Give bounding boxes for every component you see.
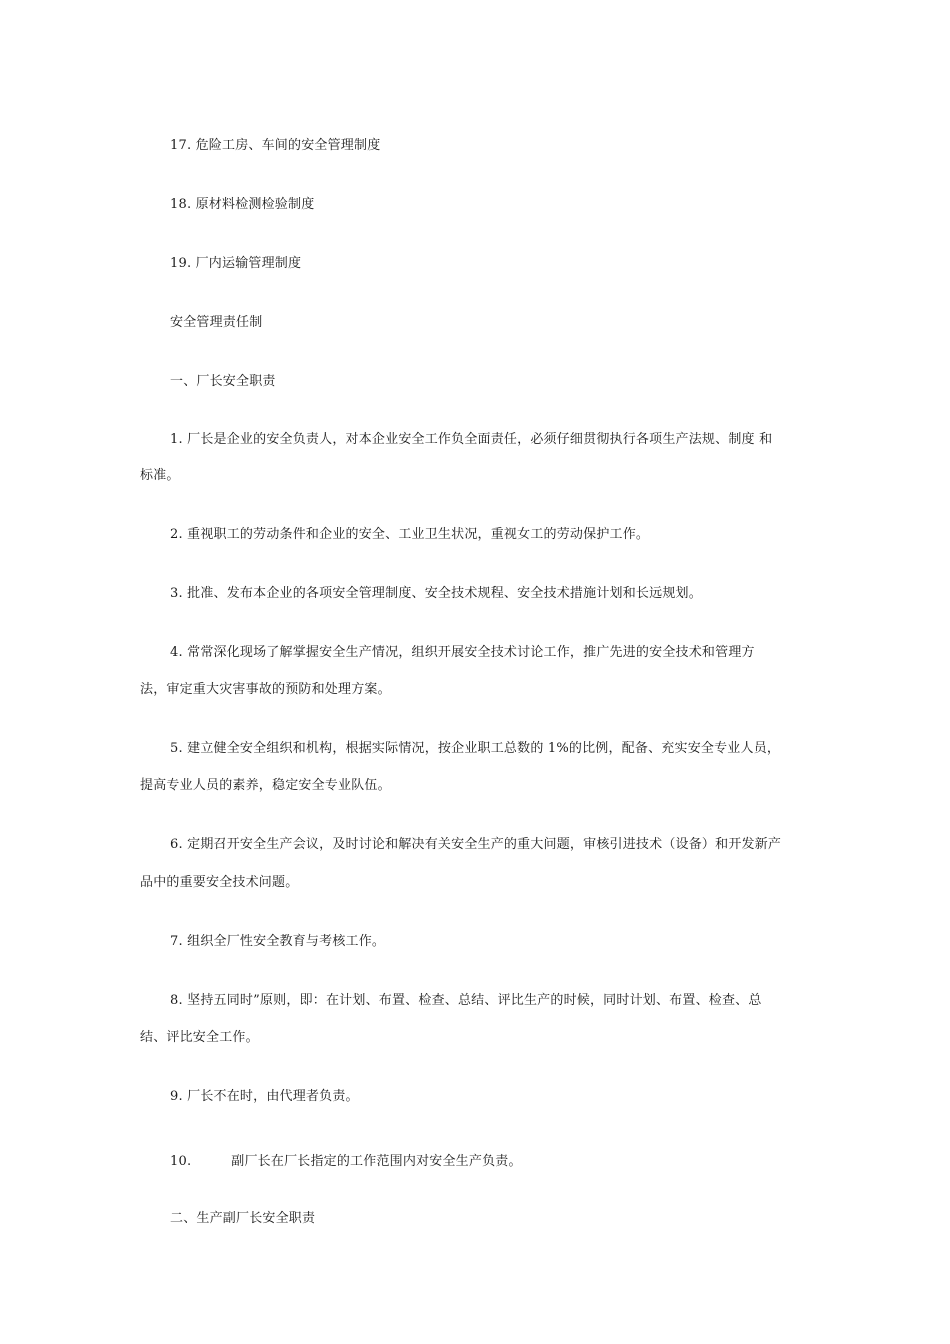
list-item-19: 19. 厂内运输管理制度 [170,256,302,271]
duty-item-9: 9. 厂长不在时，由代理者负责。 [170,1089,359,1104]
duty-item-6: 6. 定期召开安全生产会议，及时讨论和解决有关安全生产的重大问题，审核引进技术（设备）和开发新产 [170,837,782,852]
list-item-18: 18. 原材料检测检验制度 [170,197,315,212]
duty-item-4-cont: 法，审定重大灾害事故的预防和处理方案。 [140,682,391,697]
duty-item-7: 7. 组织全厂性安全教育与考核工作。 [170,934,386,949]
heading-factory-director-duties: 一、厂长安全职责 [170,374,276,389]
duty-item-10-text: 副厂长在厂长指定的工作范围内对安全生产负责。 [231,1154,522,1169]
list-item-17: 17. 危险工房、车间的安全管理制度 [170,138,381,153]
duty-item-6-cont: 品中的重要安全技术问题。 [140,875,299,890]
duty-item-2: 2. 重视职工的劳动条件和企业的安全、工业卫生状况，重视女工的劳动保护工作。 [170,527,650,542]
duty-item-5: 5. 建立健全安全组织和机构，根据实际情况，按企业职工总数的 1%的比例，配备、充实安全专业人员， [170,741,781,756]
duty-item-3: 3. 批准、发布本企业的各项安全管理制度、安全技术规程、安全技术措施计划和长远规划。 [170,586,702,601]
duty-item-5-cont: 提高专业人员的素养，稳定安全专业队伍。 [140,778,391,793]
duty-item-8-cont: 结、评比安全工作。 [140,1030,259,1045]
duty-item-4: 4. 常常深化现场了解掌握安全生产情况，组织开展安全技术讨论工作，推广先进的安全技术和管理方 [170,645,755,660]
duty-item-1: 1. 厂长是企业的安全负责人，对本企业安全工作负全面责任，必须仔细贯彻执行各项生产法规、制度 和 [170,432,773,447]
heading-production-deputy-duties: 二、生产副厂长安全职责 [170,1211,316,1226]
section-title: 安全管理责任制 [170,315,263,330]
duty-item-1-cont: 标准。 [140,468,180,483]
duty-item-8: 8. 坚持五同时”原则，即：在计划、布置、检查、总结、评比生产的时候，同时计划、布置、检查、总 [170,993,762,1008]
duty-item-10-number: 10. [170,1154,192,1169]
duty-item-10 [170,1153,522,1171]
